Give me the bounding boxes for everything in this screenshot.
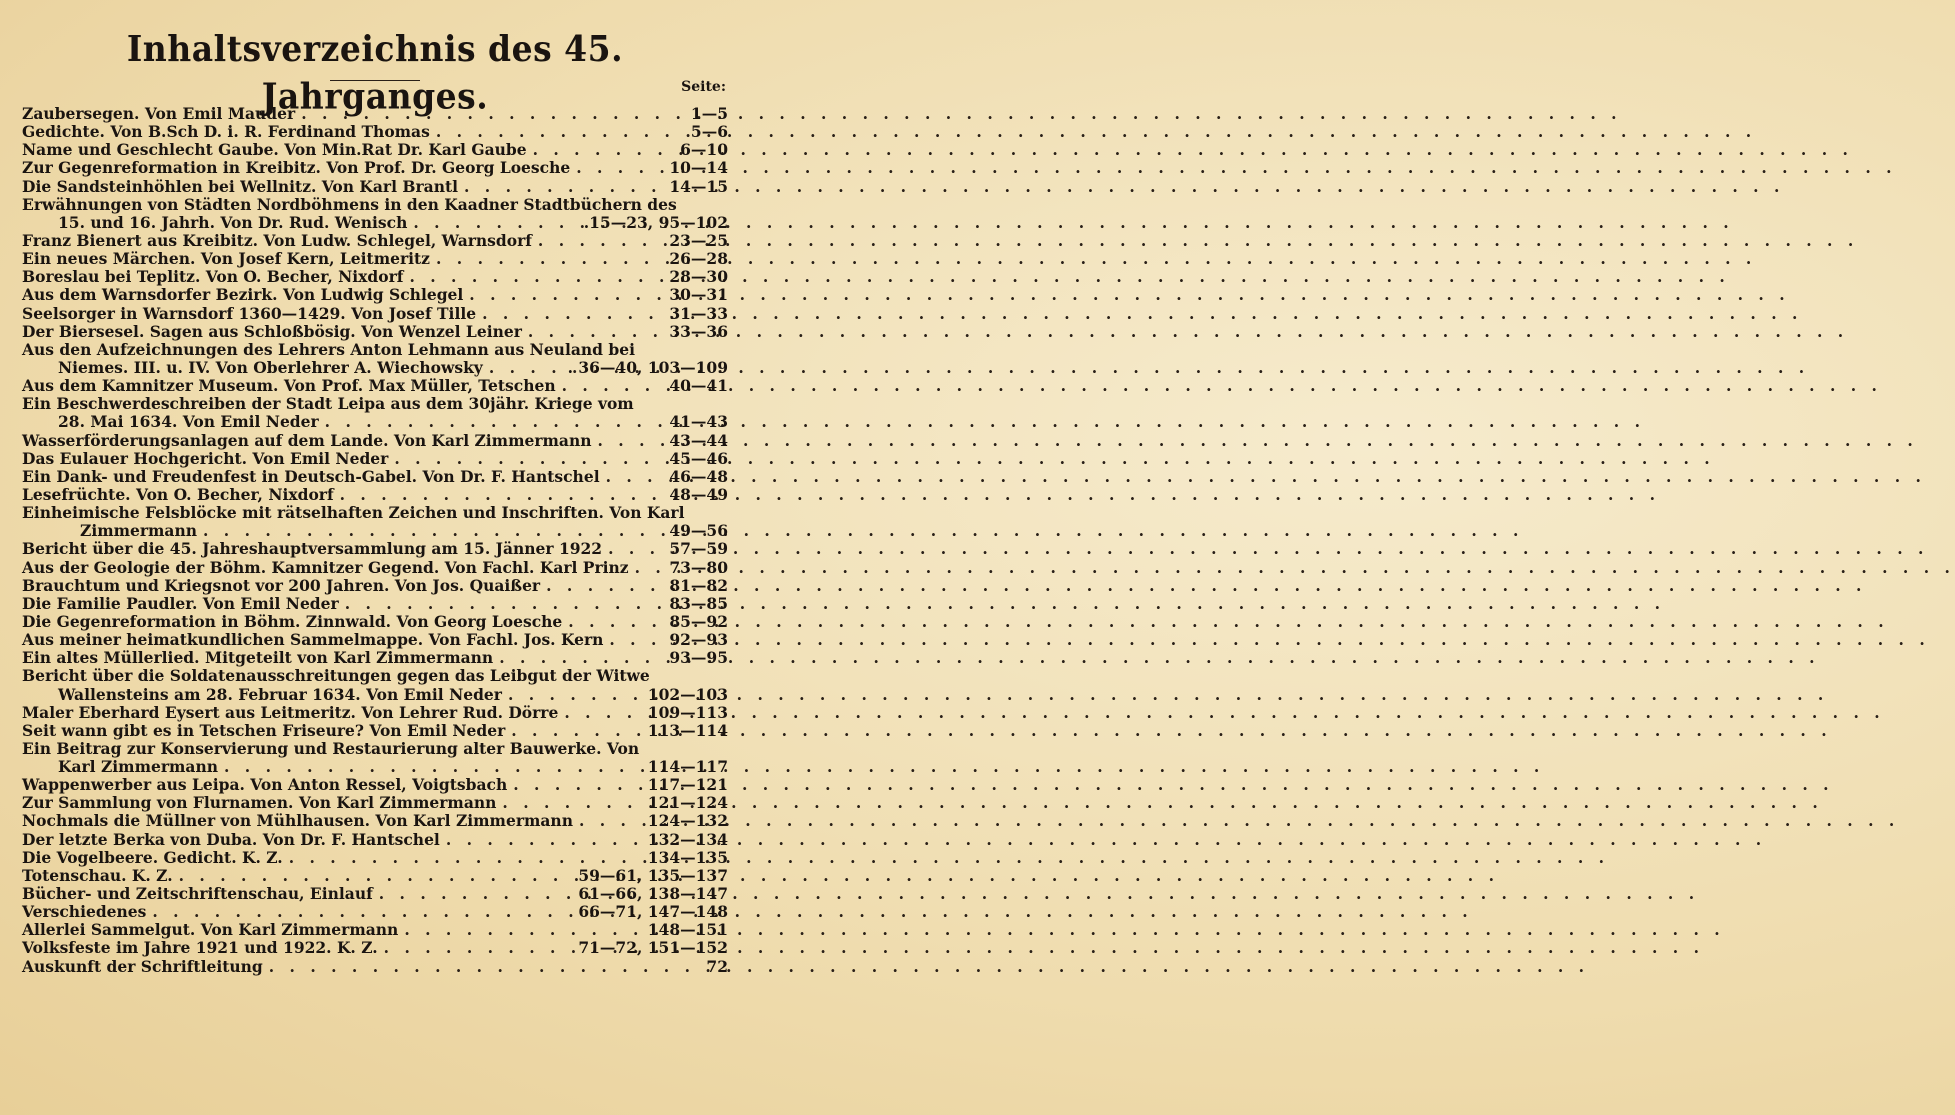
toc-entry-title: Ein Beitrag zur Konservierung und Restaurierung alter Bauwerke. Von — [22, 738, 640, 758]
toc-leader-dots — [502, 686, 642, 704]
toc-entry — [22, 812, 728, 830]
toc-leader-dots — [398, 921, 641, 939]
toc-entry — [22, 667, 728, 685]
toc-leader-dots — [507, 776, 642, 794]
toc-entry — [22, 722, 728, 740]
toc-entry-title: Bücher- und Zeitschriftenschau, Einlauf — [22, 884, 373, 904]
toc-entry-pages: 45—46 — [669, 448, 728, 468]
toc-entry-title: Der letzte Berka von Duba. Von Dr. F. Hantschel — [22, 829, 440, 849]
toc-leader-dots — [505, 722, 642, 740]
toc-entry-title: Aus der Geologie der Böhm. Kamnitzer Gegend. Von Fachl. Karl Prinz — [22, 557, 629, 577]
toc-entry-title: Aus meiner heimatkundlichen Sammelmappe. Von Fachl. Jos. Kern — [22, 630, 604, 650]
toc-entry-title: Brauchtum und Kriegsnot vor 200 Jahren. Von Jos. Quaißer — [22, 575, 541, 595]
toc-entry-pages: 83—85 — [669, 593, 728, 613]
toc-leader-dots — [570, 159, 663, 177]
toc-entry-pages: 33—36 — [669, 321, 728, 341]
toc-entry-pages: 26—28 — [669, 249, 728, 269]
toc-entry-pages: 28—30 — [669, 267, 728, 287]
toc-entry-title: Lesefrüchte. Von O. Becher, Nixdorf — [22, 484, 334, 504]
toc-entry-pages: 121—124 — [647, 793, 728, 813]
toc-leader-dots — [283, 849, 642, 867]
toc-entry-pages: 134—135 — [647, 847, 728, 867]
toc-entry — [22, 649, 728, 667]
toc-entry-pages: 73—80 — [669, 557, 728, 577]
toc-entry-pages: 114—117 — [647, 757, 728, 777]
toc-entry — [22, 305, 728, 323]
toc-leader-dots — [334, 486, 664, 504]
toc-leader-dots — [173, 867, 573, 885]
toc-leader-dots — [403, 268, 663, 286]
toc-entry — [22, 178, 728, 196]
toc-entry-title: Einheimische Felsblöcke mit rätselhaften Zeichen und Inschriften. Von Karl — [22, 503, 685, 523]
toc-entry-pages: 5—6 — [690, 122, 728, 142]
toc-entry — [22, 776, 728, 794]
toc-entry-pages: 124—132 — [647, 811, 728, 831]
toc-entry-title: Die Familie Paudler. Von Emil Neder — [22, 593, 339, 613]
toc-entry-pages: 109—113 — [647, 702, 728, 722]
toc-entry — [22, 704, 728, 722]
toc-entry-title: Aus den Aufzeichnungen des Lehrers Anton Lehmann aus Neuland bei — [22, 339, 635, 359]
toc-entry — [22, 885, 728, 903]
toc-entry — [22, 323, 728, 341]
toc-leader-dots — [430, 250, 663, 268]
toc-entry — [22, 540, 728, 558]
toc-entry — [22, 341, 728, 359]
toc-entry — [22, 849, 728, 867]
toc-entry-title: Verschiedenes — [22, 902, 147, 922]
toc-entry — [22, 196, 728, 214]
toc-entry-title: Maler Eberhard Eysert aus Leitmeritz. Von Lehrer Rud. Dörre — [22, 702, 559, 722]
toc-entry-title: Ein altes Müllerlied. Mitgeteilt von Karl Zimmermann — [22, 648, 494, 668]
toc-entry — [22, 686, 728, 704]
toc-leader-dots — [496, 794, 641, 812]
toc-entry-pages: 61—66, 138—147 — [578, 884, 728, 904]
toc-leader-dots — [629, 559, 664, 577]
toc-leader-dots — [319, 413, 664, 431]
toc-entry-title: Auskunft der Schriftleitung — [22, 956, 263, 976]
toc-entry-title: Ein Dank- und Freudenfest in Deutsch-Gabel. Von Dr. F. Hantschel — [22, 466, 600, 486]
page-column-label: Seite: — [681, 79, 726, 95]
toc-leader-dots — [378, 939, 573, 957]
toc-entry-pages: 43—44 — [669, 430, 728, 450]
toc-entry — [22, 559, 728, 577]
toc-leader-dots — [197, 522, 663, 540]
toc-entry — [22, 286, 728, 304]
toc-entry-title: Aus dem Kamnitzer Museum. Von Prof. Max Müller, Tetschen — [22, 376, 556, 396]
toc-leader-dots — [573, 812, 642, 830]
toc-entry — [22, 123, 728, 141]
toc-entry — [22, 250, 728, 268]
toc-leader-dots — [407, 214, 577, 232]
toc-entry-title: Volksfeste im Jahre 1921 und 1922. K. Z. — [22, 938, 378, 958]
toc-entry-pages: 93—95 — [669, 648, 728, 668]
toc-entry-pages: 59—61, 135—137 — [578, 865, 728, 885]
toc-entry-pages: 85—92 — [669, 611, 728, 631]
toc-leader-dots — [440, 831, 642, 849]
toc-entry-pages: 57—59 — [669, 539, 728, 559]
toc-entry-pages: 31—33 — [669, 303, 728, 323]
toc-entry-title: Das Eulauer Hochgericht. Von Emil Neder — [22, 448, 389, 468]
toc-entry-pages: 46—48 — [669, 466, 728, 486]
toc-entry — [22, 468, 728, 486]
toc-leader-dots — [592, 432, 664, 450]
toc-entry-pages: 132—134 — [647, 829, 728, 849]
toc-entry-title: Bericht über die Soldatenausschreitungen gegen das Leibgut der Witwe — [22, 666, 650, 686]
toc-entry-title: Totenschau. K. Z. — [22, 865, 173, 885]
toc-entry — [22, 758, 728, 776]
toc-leader-dots — [556, 377, 664, 395]
toc-entry-pages: 10—14 — [669, 158, 728, 178]
toc-entry — [22, 903, 728, 921]
toc-entry-title: 15. und 16. Jahrh. Von Dr. Rud. Wenisch — [58, 212, 408, 232]
toc-entry-title: Ein neues Märchen. Von Josef Kern, Leitmeritz — [22, 249, 430, 269]
toc-entry — [22, 867, 728, 885]
toc-leader-dots — [558, 704, 641, 722]
toc-entry-title: Wallensteins am 28. Februar 1634. Von Emil Neder — [58, 684, 502, 704]
toc-entry-title: Die Sandsteinhöhlen bei Wellnitz. Von Karl Brantl — [22, 176, 459, 196]
toc-entry-pages: 102—103 — [647, 684, 728, 704]
toc-entry-title: Zur Gegenreformation in Kreibitz. Von Prof. Dr. Georg Loesche — [22, 158, 571, 178]
toc-leader-dots — [339, 595, 664, 613]
toc-entry-title: Niemes. III. u. IV. Von Oberlehrer A. Wiechowsky — [58, 357, 483, 377]
toc-entry-title: Seelsorger in Warnsdorf 1360—1429. Von Josef Tille — [22, 303, 477, 323]
toc-entry-pages: 66—71, 147—148 — [578, 902, 728, 922]
toc-leader-dots — [463, 286, 663, 304]
toc-leader-dots — [146, 903, 572, 921]
toc-entry — [22, 958, 728, 976]
toc-entry-title: Bericht über die 45. Jahreshauptversammlung am 15. Jänner 1922 — [22, 539, 603, 559]
toc-entry-title: Wappenwerber aus Leipa. Von Anton Ressel, Voigtsbach — [22, 775, 508, 795]
toc-leader-dots — [522, 323, 663, 341]
toc-entry — [22, 159, 728, 177]
toc-entry-pages: 30—31 — [669, 285, 728, 305]
toc-leader-dots — [600, 468, 664, 486]
toc-entry-title: Boreslau bei Teplitz. Von O. Becher, Nixdorf — [22, 267, 404, 287]
toc-entry-pages: . 36—40, 103—109 — [567, 357, 728, 377]
toc-entry-pages: 1—5 — [690, 104, 728, 123]
toc-entry — [22, 359, 728, 377]
toc-entry — [22, 486, 728, 504]
toc-entry-pages: 49—56 — [669, 521, 728, 541]
toc-entry-title: Allerlei Sammelgut. Von Karl Zimmermann — [22, 920, 399, 940]
toc-entry — [22, 395, 728, 413]
toc-entry — [22, 432, 728, 450]
toc-entry-pages: 148—151 — [647, 920, 728, 940]
toc-entry — [22, 268, 728, 286]
toc-entry-title: Ein Beschwerdeschreiben der Stadt Leipa aus dem 30jähr. Kriege vom — [22, 394, 634, 414]
toc-leader-dots — [218, 758, 642, 776]
toc-leader-dots — [532, 232, 663, 250]
toc-entry — [22, 377, 728, 395]
toc-entry — [22, 214, 728, 232]
toc-entry-title: Die Gegenreformation in Böhm. Zinnwald. Von Georg Loesche — [22, 611, 563, 631]
toc-leader-dots — [263, 958, 701, 976]
toc-entry — [22, 522, 728, 540]
toc-leader-dots — [476, 305, 663, 323]
table-of-contents — [22, 105, 728, 976]
toc-entry-title: Seit wann gibt es in Tetschen Friseure? Von Emil Neder — [22, 720, 506, 740]
document-page — [0, 0, 750, 1115]
toc-entry-pages: .15—23, 95—102 — [583, 212, 728, 232]
toc-leader-dots — [540, 577, 663, 595]
toc-entry — [22, 577, 728, 595]
toc-entry-title: Name und Geschlecht Gaube. Von Min.Rat Dr. Karl Gaube — [22, 140, 527, 160]
toc-entry — [22, 921, 728, 939]
toc-entry-pages: 48—49 — [669, 484, 728, 504]
toc-leader-dots — [458, 178, 663, 196]
toc-entry-title: Nochmals die Müllner von Mühlhausen. Von Karl Zimmermann — [22, 811, 573, 831]
toc-entry-title: Die Vogelbeere. Gedicht. K. Z. — [22, 847, 283, 867]
toc-entry-title: Karl Zimmermann — [58, 757, 218, 777]
toc-entry-title: Wasserförderungsanlagen auf dem Lande. Von Karl Zimmermann — [22, 430, 592, 450]
toc-entry-pages: 23—25 — [669, 230, 728, 250]
toc-leader-dots — [373, 885, 573, 903]
toc-entry-pages: 72 — [706, 956, 728, 976]
toc-entry-title: 28. Mai 1634. Von Emil Neder — [58, 412, 319, 432]
toc-leader-dots — [388, 450, 663, 468]
toc-entry-pages: 71—72, 151—152 — [578, 938, 728, 958]
toc-leader-dots — [483, 359, 562, 377]
toc-entry — [22, 740, 728, 758]
toc-entry-title: Der Biersesel. Sagen aus Schloßbösig. Von Wenzel Leiner — [22, 321, 522, 341]
toc-entry — [22, 232, 728, 250]
toc-entry-title: Gedichte. Von B.Sch D. i. R. Ferdinand Thomas — [22, 122, 430, 142]
toc-entry — [22, 631, 728, 649]
toc-entry — [22, 831, 728, 849]
toc-entry-pages: 81—82 — [669, 575, 728, 595]
toc-entry — [22, 595, 728, 613]
toc-entry — [22, 939, 728, 957]
toc-leader-dots — [603, 631, 663, 649]
toc-entry-title: Zaubersegen. Von Emil Mauder — [22, 104, 296, 123]
toc-entry — [22, 450, 728, 468]
toc-leader-dots — [562, 613, 663, 631]
toc-entry-pages: 6—10 — [680, 140, 728, 160]
toc-entry — [22, 794, 728, 812]
toc-leader-dots — [493, 649, 663, 667]
toc-entry — [22, 613, 728, 631]
page-title: Inhaltsverzeichnis des 45. Jahrganges. — [126, 27, 624, 118]
toc-entry-title: Franz Bienert aus Kreibitz. Von Ludw. Schlegel, Warnsdorf — [22, 230, 532, 250]
toc-leader-dots — [527, 141, 675, 159]
toc-entry — [22, 413, 728, 431]
toc-entry — [22, 141, 728, 159]
toc-entry-pages: 117—121 — [647, 775, 728, 795]
toc-entry-title: Erwähnungen von Städten Nordböhmens in den Kaadner Stadtbüchern des — [22, 194, 677, 214]
toc-entry-pages: 40—41 — [669, 376, 728, 396]
toc-entry-pages: 92—93 — [669, 630, 728, 650]
toc-entry-title: Aus dem Warnsdorfer Bezirk. Von Ludwig Schlegel — [22, 285, 464, 305]
toc-entry-pages: 113—114 — [647, 720, 728, 740]
toc-leader-dots — [430, 123, 685, 141]
toc-entry-pages: 14—15 — [669, 176, 728, 196]
toc-entry — [22, 504, 728, 522]
toc-entry-pages: 41—43 — [669, 412, 728, 432]
toc-entry-title: Zur Sammlung von Flurnamen. Von Karl Zimmermann — [22, 793, 497, 813]
toc-leader-dots — [602, 540, 663, 558]
toc-entry-title: Zimmermann — [80, 521, 198, 541]
